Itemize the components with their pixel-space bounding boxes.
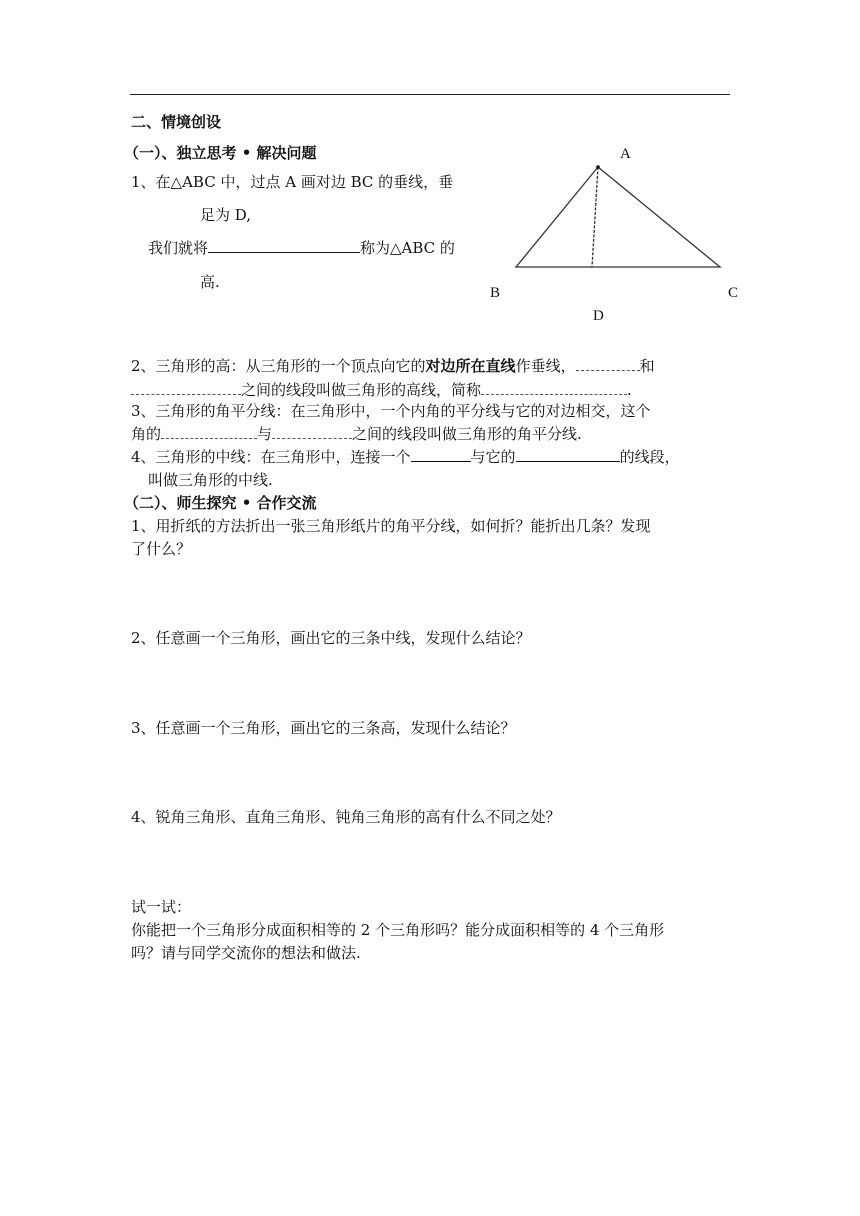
q1-line3 [148, 238, 455, 258]
altitude-ad [592, 167, 598, 267]
q1-blank[interactable] [208, 238, 360, 253]
label-d: D [593, 308, 604, 324]
try-line2: 吗？请与同学交流你的想法和做法. [131, 944, 361, 962]
q4-line1 [131, 447, 680, 467]
p2-q3: 3、任意画一个三角形，画出它的三条高，发现什么结论？ [131, 719, 516, 737]
q2-text-mid: 作垂线， [515, 357, 576, 375]
q1-line3-post: 称为△ABC 的 [360, 239, 455, 257]
vertex-a-dot [596, 165, 600, 169]
q2-blank-3[interactable] [481, 380, 627, 395]
part2-title: （二）、师生探究 • 合作交流 [124, 494, 317, 512]
q1-line3-pre: 我们就将 [148, 239, 209, 257]
section-title: 二、情境创设 [131, 113, 222, 131]
q1-line1: 1、在△ABC 中，过点 A 画对边 BC 的垂线，垂 [131, 173, 454, 191]
header-rule [130, 94, 730, 95]
q3-line1: 3、三角形的角平分线：在三角形中，一个内角的平分线与它的对边相交，这个 [131, 402, 651, 420]
label-a: A [620, 146, 631, 162]
p2-q2: 2、任意画一个三角形，画出它的三条中线，发现什么结论？ [131, 629, 531, 647]
q2-bold-text: 对边所在直线 [425, 357, 516, 375]
p2-q4: 4、锐角三角形、直角三角形、钝角三角形的高有什么不同之处？ [131, 808, 561, 826]
triangle-figure [480, 140, 760, 330]
q3-line2 [131, 424, 582, 444]
q4-text-pre: 4、三角形的中线：在三角形中，连接一个 [131, 448, 411, 466]
try-title: 试一试： [131, 898, 192, 916]
q1-line2: 足为 D, [200, 206, 252, 224]
q4-blank-2[interactable] [516, 447, 620, 462]
q4-blank-1[interactable] [411, 447, 471, 462]
q3-blank-1[interactable] [161, 424, 257, 439]
q2-text-and: 和 [639, 357, 655, 375]
try-line1: 你能把一个三角形分成面积相等的 2 个三角形吗？能分成面积相等的 4 个三角形 [131, 921, 665, 939]
q4-text-post: 的线段， [619, 448, 680, 466]
q2-text-line2: 之间的线段叫做三角形的高线，简称 [241, 381, 482, 399]
label-c: C [728, 285, 739, 301]
q4-text-mid: 与它的 [470, 448, 516, 466]
q3-text-mid: 与 [257, 425, 273, 443]
q3-text-pre: 角的 [131, 425, 162, 443]
q2-blank-2[interactable] [131, 380, 241, 395]
p2-q1-line2: 了什么？ [131, 540, 192, 558]
q2-end: . [627, 381, 632, 399]
p2-q1-line1: 1、用折纸的方法折出一张三角形纸片的角平分线，如何折？能折出几条？发现 [131, 517, 651, 535]
q2-line1 [131, 356, 655, 376]
triangle-abc [516, 167, 720, 267]
q2-text-pre: 2、三角形的高：从三角形的一个顶点向它的 [131, 357, 426, 375]
part1-title: （一）、独立思考 • 解决问题 [124, 144, 317, 162]
q2-line2 [131, 380, 632, 400]
q3-text-post: 之间的线段叫做三角形的角平分线. [352, 425, 582, 443]
q3-blank-2[interactable] [272, 424, 352, 439]
q4-line2: 叫做三角形的中线. [148, 471, 273, 489]
q2-blank-1[interactable] [576, 356, 640, 371]
label-b: B [490, 285, 501, 301]
q1-line4: 高. [200, 273, 220, 291]
